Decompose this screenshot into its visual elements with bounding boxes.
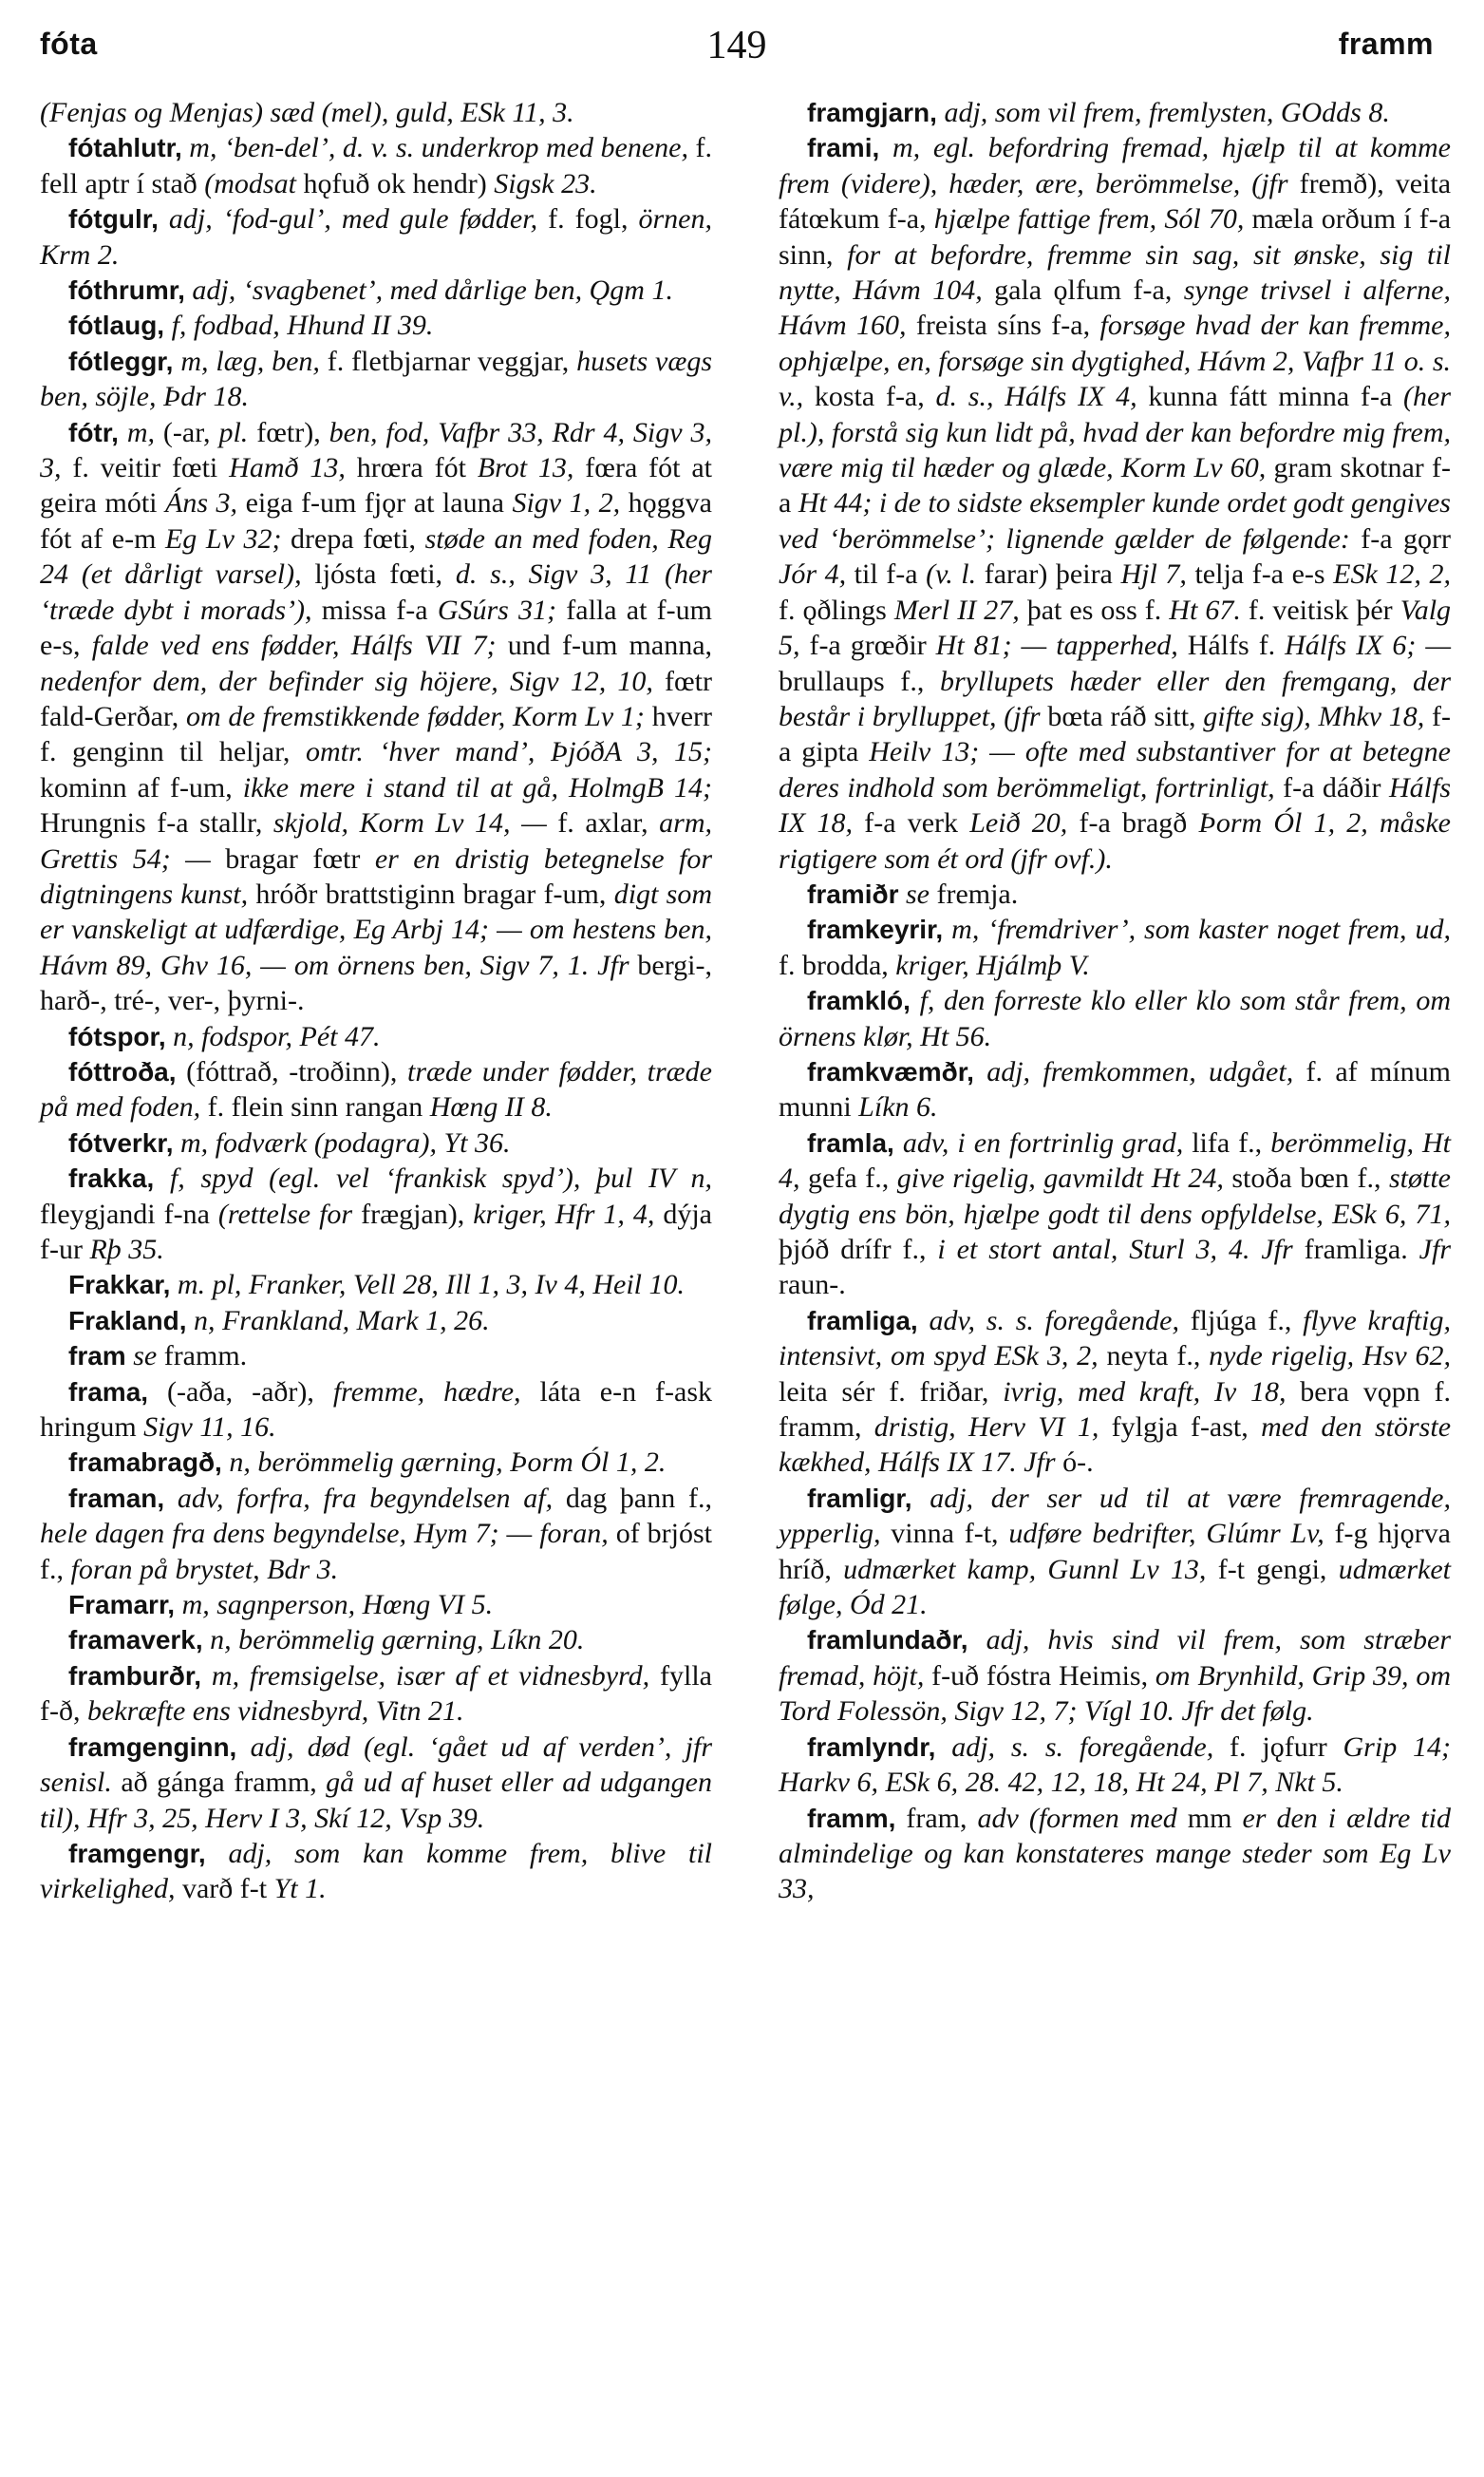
citation-text: f-a gǫrr [1349, 522, 1451, 555]
definition-text: i et stort antal, Sturl 3, 4. Jfr [937, 1234, 1293, 1265]
definition-text: Ht 81; — tapperhed, [935, 630, 1178, 662]
dictionary-entry [40, 308, 712, 343]
headword: fóttroða, [68, 1056, 177, 1087]
definition-text: m, læg, ben, [173, 345, 320, 377]
citation-text: frægjan), [352, 1198, 474, 1230]
definition-text: dristig, Herv VI 1, [873, 1411, 1099, 1444]
definition-text: adj, som vil frem, fremlysten, GOdds 8. [936, 97, 1390, 128]
dictionary-entry [40, 1730, 712, 1836]
definition-text: foran på brystet, Bdr 3. [70, 1553, 339, 1585]
definition-text: for at befordre, fremme sin sag, sit ønske, sig til nytte, Hávm 104, [779, 238, 1452, 307]
running-head-left-word: fóta [40, 27, 98, 61]
citation-text: f-a gipta [779, 700, 1451, 768]
citation-text: und f-um manna, [496, 630, 713, 662]
headword: frama, [68, 1376, 149, 1407]
definition-text: nyde rigelig, Hsv 62, [1209, 1340, 1451, 1372]
citation-text: f-uð fóstra Heimis, [924, 1659, 1155, 1692]
citation-text: f. axlar, [546, 807, 660, 840]
citation-text: framliga. [1292, 1234, 1419, 1265]
dictionary-entry [779, 1481, 1451, 1623]
citation-text: f. fogl, [537, 203, 639, 236]
definition-text: m, fremsigelse, især af et vidnesbyrd, [201, 1659, 650, 1692]
definition-text: (Fenjas og Menjas) sæd (mel), guld, ESk 11, 3. [40, 97, 574, 128]
headword: framan, [68, 1483, 165, 1513]
citation-text: þat es oss f. [1019, 594, 1170, 626]
dictionary-entry [40, 273, 712, 308]
headword: fótgulr, [68, 204, 159, 235]
definition-text: omtr. ‘hver mand’, ÞjóðA 3, 15; [305, 736, 712, 768]
citation-text: stoða bœn f., [1223, 1163, 1389, 1195]
citation-text: fremð), veita fátœkum f-a, [779, 167, 1452, 236]
definition-text: f, spyd (egl. vel ‘frankisk spyd’), þul IV n, [154, 1163, 712, 1195]
definition-text: er en dristig betegnelse for digtningens kunst, [40, 842, 713, 910]
definition-text: hele dagen fra dens begyndelse, Hym 7; — foran, [40, 1518, 609, 1550]
citation-text: f. veitisk þér [1240, 594, 1400, 626]
definition-text: adv, s. s. foregående, [917, 1304, 1179, 1336]
definition-text: Þorm Ól 1, 2, måske rigtigere som ét ord (jfr ovf.). [779, 807, 1451, 875]
dictionary-entry [779, 912, 1451, 983]
citation-text: f. veitir fœti [61, 452, 230, 484]
dictionary-entry [40, 1054, 712, 1125]
citation-text: neyta f., [1098, 1340, 1210, 1372]
dictionary-entry [40, 344, 712, 415]
definition-text: husets vægs ben, söjle, Þdr 18. [40, 345, 713, 413]
headword: framkló, [807, 986, 911, 1016]
definition-text: adj, død (egl. ‘gået ud af verden’, jfr senisl. [40, 1730, 712, 1799]
citation-text: fram, [895, 1802, 978, 1834]
definition-text: f, fodbad, Hhund II 39. [164, 310, 434, 342]
definition-text: synge trivsel i alferne, Hávm 160, [779, 274, 1451, 342]
definition-text: Yt 1. [273, 1873, 327, 1905]
citation-text: hǫggva fót af e-m [40, 487, 712, 555]
definition-text: ben, fod, Vafþr 33, Rdr 4, Sigv 3, 3, [40, 416, 712, 484]
definition-text: Leið 20, [969, 807, 1068, 840]
headword: Frakland, [68, 1305, 187, 1335]
headword: fótlaug, [68, 311, 165, 341]
citation-text: f. brodda, [779, 949, 896, 981]
headword: frami, [807, 133, 880, 163]
definition-text: støtte dygtig ens bön, hjælpe godt til dens opfyldelse, ESk 6, 71, [779, 1163, 1451, 1230]
headword: fóthrumr, [68, 275, 185, 306]
definition-text: Grip 14; Harkv 6, ESk 6, 28. 42, 12, 18, Ht 24, Pl 7, Nkt 5. [779, 1730, 1452, 1799]
headword: framaverk, [68, 1625, 203, 1655]
definition-text: Hœng II 8. [429, 1091, 553, 1124]
definition-text: f, den forreste klo eller klo som står frem, om örnens klør, Ht 56. [779, 985, 1451, 1052]
definition-text: gå ud af huset eller ad udgangen til), Hfr 3, 25, Herv I 3, Skí 12, Vsp 39. [40, 1767, 712, 1834]
definition-text: d. s., Hálfs IX 4, [935, 381, 1137, 413]
dictionary-entry [40, 201, 712, 273]
dictionary-entry [40, 1622, 712, 1657]
definition-text: fremme, hædre, [332, 1375, 521, 1408]
definition-text: n, fodspor, Pét 47. [165, 1020, 381, 1052]
citation-text: f. fell aptr í stað [40, 132, 712, 199]
citation-text: bera vǫpn f. framm, [779, 1375, 1451, 1444]
definition-text: se [125, 1340, 158, 1372]
citation-text: hǫfuð ok hendr) [295, 167, 495, 199]
definition-text: Jór 4, [779, 558, 847, 591]
definition-text: adv (formen med [977, 1802, 1177, 1834]
citation-text: þjóð drífr f., [779, 1234, 938, 1265]
citation-text: kunna fátt minna f-a [1136, 381, 1404, 413]
dictionary-entry [40, 1658, 712, 1730]
definition-text: (rettelse for [217, 1198, 353, 1230]
definition-text: Ht 44; i de to sidste eksempler kunde ordet godt gengives ved ‘berömmelse’; lignende gælder de følgende: [779, 487, 1451, 555]
dictionary-entry [40, 1374, 712, 1446]
definition-text: hjælpe fattige frem, Sól 70, [933, 203, 1245, 236]
headword: fram [68, 1341, 126, 1371]
citation-text: f. ǫðlings [779, 594, 894, 626]
dictionary-entry [779, 95, 1451, 130]
citation-text: fremja. [929, 878, 1019, 910]
dictionary-entry [40, 95, 712, 130]
definition-text: Áns 3, [165, 487, 238, 520]
definition-text: adj, fremkommen, udgået, [973, 1055, 1294, 1087]
headword: framliga, [807, 1305, 918, 1335]
definition-text: adj, s. s. foregående, [935, 1730, 1214, 1763]
definition-text: m, [118, 416, 155, 448]
citation-text: fljúga f., [1178, 1304, 1304, 1336]
citation-text: vinna f-t, [880, 1518, 1009, 1550]
dictionary-entry [779, 983, 1451, 1054]
definition-text: adj, ‘fod-gul’, med gule fødder, [158, 203, 538, 236]
definition-text: n, Frankland, Mark 1, 26. [186, 1304, 490, 1336]
definition-text: ikke mere i stand til at gå, HolmgB 14; [242, 771, 712, 804]
definition-text: give rigelig, gavmildt Ht 24, [896, 1163, 1224, 1195]
definition-text: bekræfte ens vidnesbyrd, Vitn 21. [86, 1695, 464, 1728]
definition-text: skjold, Korm Lv 14, — [272, 807, 547, 840]
citation-text: brullaups f., [779, 665, 940, 697]
headword: framla, [807, 1127, 894, 1158]
dictionary-entry [779, 1125, 1451, 1303]
definition-text: adv, i en fortrinlig grad, [893, 1126, 1184, 1159]
citation-text: freista síns f-a, [906, 310, 1100, 342]
definition-text: m, egl. befordring fremad, hjælp til at komme frem (videre), hæder, ære, berömmelse, (jfr [779, 132, 1451, 199]
dictionary-entry [40, 1836, 712, 1907]
definition-text: støde an med foden, Reg 24 (et dårligt varsel), [40, 522, 712, 591]
definition-text: Hálfs IX 6; — [1285, 630, 1451, 662]
citation-text: láta e-n f-ask hringum [40, 1375, 713, 1444]
citation-text: að gánga framm, [111, 1767, 327, 1799]
definition-text: adj, der ser ud til at være fremragende, ypperlig, [779, 1482, 1451, 1550]
definition-text: adj, ‘svagbenet’, med dårlige ben, Ǫgm 1. [184, 274, 673, 307]
dictionary-entry [779, 1801, 1451, 1907]
citation-text: (-ar, [155, 416, 219, 448]
citation-text: fœra fót at geira móti [40, 452, 712, 520]
definition-text: flyve kraftig, intensivt, om spyd ESk 3, 2, [779, 1304, 1451, 1372]
citation-text: bragar fœtr [210, 842, 375, 875]
definition-text: Rþ 35. [89, 1234, 164, 1265]
definition-text: n, berömmelig gærning, Þorm Ól 1, 2. [221, 1446, 667, 1479]
headword: framgjarn, [807, 98, 937, 127]
definition-text: se [898, 878, 930, 910]
dictionary-entry [40, 1161, 712, 1267]
dictionary-entry [40, 1481, 712, 1587]
citation-text: f. flein sinn rangan [200, 1091, 430, 1124]
definition-text: m, fodværk (podagra), Yt 36. [173, 1126, 511, 1159]
citation-text: of brjóst f., [40, 1518, 713, 1585]
headword: fótspor, [68, 1021, 166, 1051]
definition-text: ESk 12, 2, [1333, 558, 1451, 591]
headword: framlundaðr, [807, 1625, 968, 1655]
citation-text: f-g hjǫrva hríð, [779, 1518, 1451, 1585]
citation-text: kominn af f-um, [40, 771, 243, 804]
definition-text: adj, hvis sind vil frem, som stræber fremad, höjt, [779, 1624, 1451, 1692]
headword: framiðr [807, 879, 899, 909]
definition-text: træde under fødder, træde på med foden, [40, 1055, 712, 1124]
right-column [779, 95, 1451, 1907]
citation-text: framm. [157, 1340, 248, 1372]
dictionary-entry [40, 1019, 712, 1054]
citation-text: f. jǫfurr [1213, 1730, 1343, 1763]
definition-text: kriger, Hjálmþ V. [895, 949, 1090, 981]
citation-text: falla at f-um e-s, [40, 594, 712, 662]
citation-text: kosta f-a, [803, 381, 936, 413]
headword: framgenginn, [68, 1731, 237, 1762]
citation-text: leita sér f. friðar, [779, 1375, 1004, 1408]
definition-text: bryllupets hæder eller den fremgang, der består i brylluppet, (jfr [779, 665, 1451, 732]
dictionary-entry [779, 877, 1451, 912]
citation-text: f-a bragð [1067, 807, 1199, 840]
citation-text: hróðr brattstiginn bragar f-um, [248, 878, 614, 910]
definition-text: kriger, Hfr 1, 4, [473, 1198, 655, 1230]
definition-text: med den störste kækhed, Hálfs IX 17. Jfr [779, 1411, 1452, 1479]
citation-text: f-a verk [853, 807, 970, 840]
citation-text: mm [1176, 1802, 1243, 1834]
headword: framgengr, [68, 1838, 206, 1868]
definition-text: udmærket kamp, Gunnl Lv 13, [843, 1553, 1207, 1585]
definition-text: Sigsk 23. [494, 167, 597, 199]
citation-text: f-a dáðir [1274, 771, 1389, 804]
citation-text: missa f-a [311, 594, 438, 626]
definition-text: Heilv 13; — ofte med substantiver for at betegne deres indhold som berömmeligt, fortrinligt, [779, 736, 1451, 804]
citation-text: Hrungnis f-a stallr, [40, 807, 273, 840]
headword: frakka, [68, 1163, 155, 1194]
dictionary-entry [40, 1338, 712, 1373]
definition-text: Valg 5, [779, 594, 1452, 662]
citation-text: Hálfs f. [1177, 630, 1286, 662]
definition-text: m, ‘ben-del’, d. v. s. underkrop med benene, [181, 132, 688, 164]
dictionary-entry [779, 1054, 1451, 1125]
headword: fótahlutr, [68, 133, 182, 163]
definition-text: udmærket følge, Ód 21. [779, 1553, 1452, 1621]
dictionary-entry [779, 130, 1451, 877]
definition-text: Hamð 13, [229, 452, 346, 484]
running-head [40, 21, 1434, 78]
headword: framm, [807, 1803, 896, 1833]
citation-text: fylgja f-ast, [1099, 1411, 1262, 1444]
definition-text: Sigv 11, 16. [143, 1411, 276, 1444]
citation-text: hrœra fót [345, 452, 478, 484]
citation-text: lifa f., [1183, 1126, 1271, 1159]
definition-text: Hálfs IX 18, [779, 771, 1451, 840]
citation-text: gram skotnar f-a [779, 452, 1452, 520]
citation-text: gala ǫlfum f-a, [982, 274, 1184, 307]
definition-text: pl. [218, 416, 249, 448]
citation-text: drepa fœti, [281, 522, 425, 555]
dictionary-entry [779, 1622, 1451, 1729]
dictionary-entry [40, 415, 712, 1019]
definition-text: ivrig, med kraft, Iv 18, [1003, 1375, 1287, 1408]
citation-text: fleygjandi f-na [40, 1198, 218, 1230]
citation-text: bœta ráð sitt, [1040, 700, 1204, 732]
citation-text: f-t gengi, [1206, 1553, 1339, 1585]
definition-text: Hjl 7, [1120, 558, 1187, 591]
citation-text: dag þann f., [553, 1482, 712, 1514]
definition-text: forsøge hvad der kan fremme, ophjælpe, en, forsøge sin dygtighed, Hávm 2, Vafþr 11 o. s. v., [779, 310, 1451, 413]
definition-text: om Brynhild, Grip 39, om Tord Folessön, Sigv 12, 7; Vígl 10. Jfr det følg. [779, 1659, 1451, 1728]
definition-text: Eg Lv 32; [164, 522, 282, 555]
citation-text: hverr f. genginn til heljar, [40, 700, 712, 768]
definition-text: Ht 67. [1169, 594, 1241, 626]
definition-text: falde ved ens fødder, Hálfs VII 7; [91, 630, 497, 662]
definition-text: Merl II 27, [893, 594, 1020, 626]
citation-text: ó-. [1055, 1446, 1094, 1479]
citation-text: raun-. [779, 1269, 846, 1301]
dictionary-entry [40, 1445, 712, 1480]
citation-text: mæla orðum í f-a sinn, [779, 203, 1452, 271]
definition-text: (v. l. [926, 558, 977, 591]
definition-text: arm, Grettis 54; — [40, 807, 712, 875]
headword: Framarr, [68, 1590, 176, 1620]
definition-text: örnen, Krm 2. [40, 203, 712, 271]
definition-text: om de fremstikkende fødder, Korm Lv 1; [185, 700, 645, 732]
dictionary-entry [779, 1303, 1451, 1481]
definition-text: gifte sig), Mhkv 18, [1203, 700, 1425, 732]
definition-text: m. pl, Franker, Vell 28, Ill 1, 3, Iv 4, Heil 10. [170, 1269, 686, 1301]
citation-text: f. fletbjarnar veggjar, [319, 345, 577, 377]
dictionary-entry [40, 1303, 712, 1338]
headword: Frakkar, [68, 1270, 171, 1300]
citation-text: fœtr), [248, 416, 329, 448]
citation-text: bergi-, harð-, tré-, ver-, þyrni-. [40, 949, 713, 1017]
left-column [40, 95, 712, 1907]
citation-text: dýja f-ur [40, 1198, 713, 1265]
page-number: 149 [706, 24, 767, 67]
citation-text: (-aða, -aðr), [148, 1375, 333, 1408]
citation-text: gefa f., [799, 1163, 897, 1195]
definition-text: m, sagnperson, Hœng VI 5. [175, 1589, 494, 1621]
headword: framburðr, [68, 1660, 202, 1691]
definition-text: adv, forfra, fra begyndelsen af, [164, 1482, 554, 1514]
headword: framabragð, [68, 1447, 222, 1478]
headword: framlyndr, [807, 1731, 936, 1762]
citation-text: eiga f-um fjǫr at launa [237, 487, 513, 520]
citation-text: varð f-t [175, 1873, 274, 1905]
definition-text: m, ‘fremdriver’, som kaster noget frem, ud, [943, 914, 1451, 946]
dictionary-entry [779, 1730, 1451, 1801]
definition-text: d. s., Sigv 3, 11 (her ‘træde dybt i morads’), [40, 558, 712, 626]
citation-text: (fóttrað, -troðinn), [176, 1055, 407, 1087]
definition-text: adj, som kan komme frem, blive til virkelighed, [40, 1837, 712, 1905]
definition-text: n, berömmelig gærning, Líkn 20. [202, 1624, 585, 1656]
headword: fótleggr, [68, 346, 174, 376]
citation-text: f. af mínum munni [779, 1055, 1451, 1124]
definition-text: digt som er vanskeligt at udfærdige, Eg Arbj 14; — om hestens ben, Hávm 89, Ghv 16, — om örnens ben, Sigv 7, 1. Jfr [40, 878, 712, 981]
definition-text: Líkn 6. [858, 1091, 938, 1124]
headword: fótverkr, [68, 1127, 174, 1158]
headword: framkeyrir, [807, 915, 944, 945]
definition-text: nedenfor dem, der befinder sig höjere, Sigv 12, 10, [40, 665, 653, 697]
definition-text: udføre bedrifter, Glúmr Lv, [1008, 1518, 1324, 1550]
definition-text: Sigv 1, 2, [512, 487, 621, 520]
citation-text: farar) þeira [976, 558, 1121, 591]
dictionary-entry [40, 1267, 712, 1302]
definition-text: (her pl.), forstå sig kun lidt på, hvad der kan befordre mig frem, være mig til hæder og glæde, Korm Lv 60, [779, 381, 1452, 484]
running-head-right-word: framm [1338, 27, 1434, 61]
definition-text: GSúrs 31; [437, 594, 557, 626]
definition-text: er den i ældre tid almindelige og kan konstateres mange steder som Eg Lv 33, [779, 1802, 1451, 1905]
dictionary-entry [40, 1125, 712, 1161]
headword: framligr, [807, 1483, 912, 1513]
citation-text: fœtr fald-Gerðar, [40, 665, 712, 732]
dictionary-entry [40, 1587, 712, 1622]
citation-text: f-a grœðir [799, 630, 936, 662]
definition-text: Brot 13, [477, 452, 574, 484]
citation-text: ljósta fœti, [301, 558, 456, 591]
definition-text: (modsat [204, 167, 296, 199]
headword: framkvæmðr, [807, 1056, 974, 1087]
citation-text: fylla f-ð, [40, 1659, 713, 1728]
definition-text: Jfr [1418, 1234, 1451, 1265]
citation-text: til f-a [846, 558, 927, 591]
dictionary-entry [40, 130, 712, 201]
headword: fótr, [68, 417, 119, 447]
definition-text: berömmelig, Ht 4, [779, 1126, 1451, 1195]
citation-text: telja f-a e-s [1186, 558, 1334, 591]
